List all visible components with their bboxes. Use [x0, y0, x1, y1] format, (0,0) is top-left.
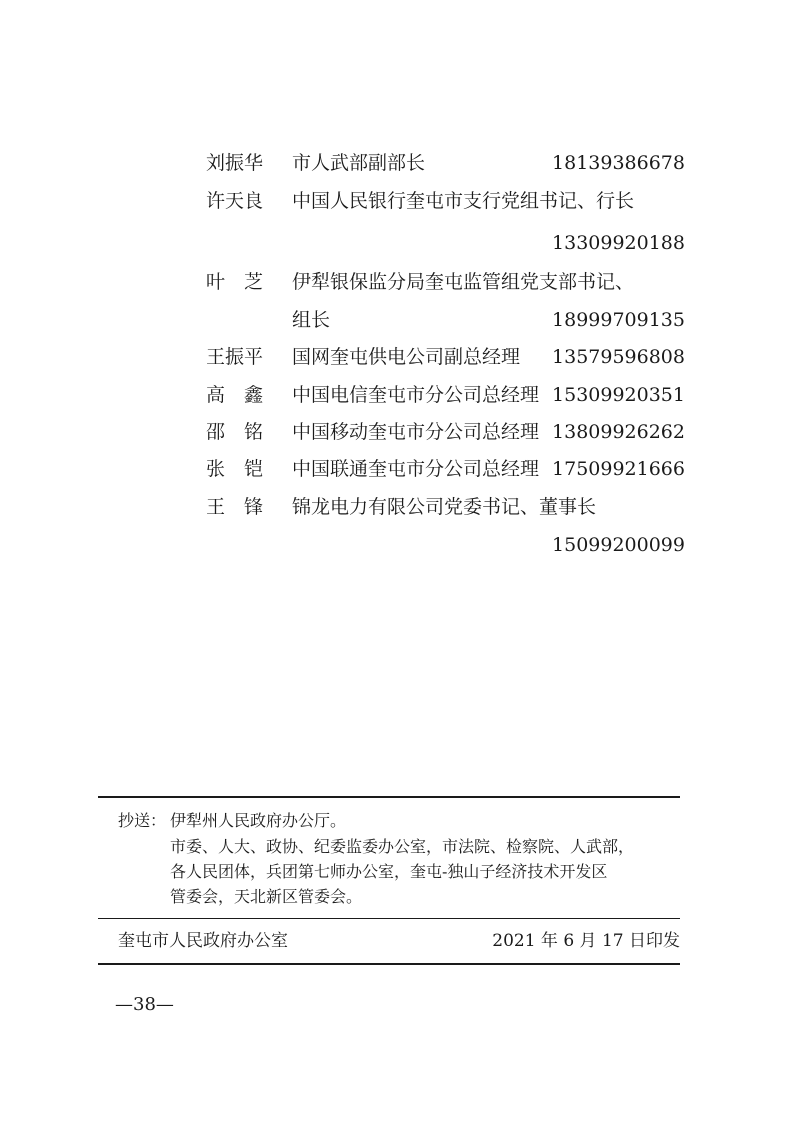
contact-title: 中国电信奎屯市分公司总经理	[292, 384, 540, 406]
contact-title: 市人武部副部长	[292, 152, 426, 174]
contact-name: 王振平	[206, 346, 264, 368]
distribution-line: 市委、人大、政协、纪委监委办公室，市法院、检察院、人武部，	[170, 837, 635, 856]
contact-title: 中国联通奎屯市分公司总经理	[292, 458, 540, 480]
contact-name: 张 铠	[206, 458, 264, 480]
distribution-line: 各人民团体，兵团第七师办公室，奎屯-独山子经济技术开发区	[170, 862, 608, 881]
contact-name: 王 锋	[206, 496, 264, 518]
contact-phone: 18999709135	[552, 309, 685, 331]
contact-phone: 13579596808	[552, 346, 685, 368]
issuer-office: 奎屯市人民政府办公室	[118, 931, 288, 951]
contact-name: 高 鑫	[206, 384, 264, 406]
contact-phone: 15099200099	[552, 534, 685, 556]
distribution-line: 伊犁州人民政府办公厅。	[170, 811, 347, 830]
contact-title: 中国人民银行奎屯市支行党组书记、行长	[292, 190, 635, 212]
contact-phone: 13309920188	[552, 232, 685, 254]
contact-phone: 18139386678	[552, 152, 685, 174]
contact-name: 刘振华	[206, 152, 264, 174]
contact-name: 叶 芝	[206, 271, 264, 293]
distribution-line: 管委会，天北新区管委会。	[170, 887, 363, 906]
contact-name: 许天良	[206, 190, 264, 212]
contact-title: 锦龙电力有限公司党委书记、董事长	[292, 496, 597, 518]
page-number: —38—	[115, 994, 174, 1015]
contact-phone: 13809926262	[552, 421, 685, 443]
contact-title: 国网奎屯供电公司副总经理	[292, 346, 521, 368]
contact-phone: 15309920351	[552, 384, 685, 406]
middle-rule	[98, 918, 680, 919]
contact-name: 邵 铭	[206, 421, 264, 443]
contact-title-continued: 组长	[292, 309, 331, 331]
bottom-rule	[98, 963, 680, 965]
contact-title: 伊犁银保监分局奎屯监管组党支部书记、	[292, 271, 635, 293]
contact-title: 中国移动奎屯市分公司总经理	[292, 421, 540, 443]
issue-date: 2021 年 6 月 17 日印发	[492, 931, 680, 951]
top-rule	[98, 796, 680, 798]
contact-phone: 17509921666	[552, 458, 685, 480]
distribution-label: 抄送：	[118, 811, 167, 830]
